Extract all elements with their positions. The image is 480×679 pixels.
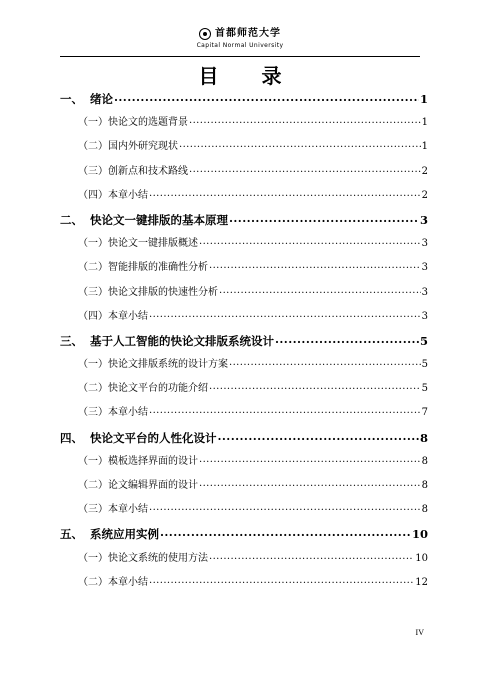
toc-entry-page: 2 (421, 165, 428, 177)
toc-dot-leader (199, 230, 421, 254)
toc-entry-title: 快论文的选题背景 (108, 117, 188, 129)
toc-entry-title: 系统应用实例 (90, 527, 159, 542)
toc-entry-number: （一） (78, 455, 108, 467)
toc-entry-title: 本章小结 (108, 189, 148, 201)
toc-dot-leader (218, 424, 419, 448)
toc-entry-title: 智能排版的准确性分析 (108, 262, 208, 274)
toc-entry-title: 本章小结 (108, 407, 148, 419)
toc-section-entry[interactable] (60, 474, 428, 498)
toc-entry-title: 论文编辑界面的设计 (108, 480, 198, 491)
toc-section-entry[interactable] (60, 281, 428, 305)
toc-entry-page: 3 (421, 310, 428, 322)
toc-dot-leader (149, 303, 421, 327)
toc-entry-page: 8 (421, 504, 428, 516)
toc-section-entry[interactable] (60, 571, 428, 595)
toc-chapter-entry[interactable] (60, 208, 428, 232)
header-divider (60, 56, 420, 57)
toc-entry-title: 国内外研究现状 (108, 141, 178, 153)
toc-chapter-entry[interactable] (60, 522, 428, 546)
toc-entry-number: （三） (78, 407, 108, 419)
toc-dot-leader (160, 520, 411, 544)
toc-section-entry[interactable] (60, 401, 428, 425)
toc-entry-page: 10 (411, 527, 428, 542)
toc-entry-page: 1 (421, 141, 428, 153)
toc-entry-page: 3 (421, 286, 428, 298)
toc-entry-title: 快论文一键排版概述 (108, 238, 198, 250)
toc-entry-title: 快论文排版的快速性分析 (108, 286, 218, 298)
toc-dot-leader (149, 569, 414, 593)
toc-entry-title: 快论文系统的使用方法 (108, 552, 208, 564)
toc-entry-page: 3 (421, 238, 428, 250)
toc-section-entry[interactable] (60, 160, 428, 184)
toc-section-entry[interactable] (60, 256, 428, 280)
toc-entry-number: （三） (78, 165, 108, 177)
page-title: 目 录 (198, 64, 300, 88)
toc-dot-leader (149, 399, 421, 423)
university-name-cn: 首都师范大学 (215, 28, 281, 39)
toc-entry-number: （一） (78, 117, 108, 129)
toc-entry-number: （二） (78, 576, 108, 588)
toc-dot-leader (189, 109, 421, 133)
table-of-contents (60, 87, 428, 595)
toc-entry-number: 一、 (60, 92, 83, 106)
page-header (60, 26, 420, 56)
toc-section-entry[interactable] (60, 353, 428, 377)
toc-entry-title: 本章小结 (108, 310, 148, 322)
toc-entry-number: （一） (78, 359, 108, 371)
toc-entry-title: 快论文平台的功能介绍 (108, 383, 208, 395)
toc-entry-title: 本章小结 (108, 504, 148, 516)
toc-entry-number: （二） (78, 383, 108, 395)
toc-entry-page: 8 (421, 455, 428, 467)
toc-section-entry[interactable] (60, 184, 428, 208)
toc-entry-number: 三、 (60, 333, 83, 348)
toc-entry-number: 四、 (60, 430, 83, 445)
toc-entry-number: 二、 (60, 212, 83, 227)
toc-entry-page: 3 (419, 212, 428, 227)
toc-entry-page: 5 (421, 383, 428, 395)
toc-dot-leader (189, 158, 421, 182)
toc-entry-title: 快论文平台的人性化设计 (90, 430, 217, 445)
toc-entry-page: 3 (421, 262, 428, 274)
toc-section-entry[interactable] (60, 377, 428, 401)
toc-dot-leader (275, 327, 419, 351)
toc-chapter-entry[interactable] (60, 329, 428, 353)
toc-chapter-entry[interactable] (60, 87, 428, 111)
toc-dot-leader (219, 279, 421, 303)
toc-entry-title: 快论文一键排版的基本原理 (90, 212, 228, 227)
toc-dot-leader (229, 351, 421, 375)
toc-section-entry[interactable] (60, 135, 428, 159)
toc-entry-number: （一） (78, 552, 108, 564)
toc-section-entry[interactable] (60, 450, 428, 474)
toc-dot-leader (209, 545, 414, 569)
toc-dot-leader (199, 448, 421, 472)
page-number: IV (415, 628, 424, 637)
toc-dot-leader (229, 206, 419, 230)
toc-entry-page: 12 (415, 576, 428, 588)
toc-entry-page: 8 (419, 430, 428, 445)
toc-entry-title: 绪论 (90, 92, 113, 106)
toc-entry-page: 2 (421, 189, 428, 201)
toc-chapter-entry[interactable] (60, 426, 428, 450)
toc-entry-page: 5 (421, 359, 428, 371)
toc-entry-title: 基于人工智能的快论文排版系统设计 (90, 333, 274, 348)
toc-dot-leader (209, 375, 421, 399)
toc-entry-page: 7 (421, 407, 428, 419)
toc-entry-number: （四） (78, 310, 108, 322)
university-seal-icon (199, 28, 211, 40)
toc-dot-leader (179, 133, 421, 157)
toc-entry-number: （二） (78, 141, 108, 153)
university-name-en: Capital Normal University (196, 42, 284, 49)
toc-entry-title: 模板选择界面的设计 (108, 455, 198, 467)
toc-entry-number: （一） (78, 238, 108, 250)
toc-entry-number: （四） (78, 189, 108, 201)
toc-section-entry[interactable] (60, 498, 428, 522)
toc-section-entry[interactable] (60, 547, 428, 571)
toc-entry-page: 1 (419, 92, 428, 106)
toc-entry-number: （三） (78, 286, 108, 298)
toc-dot-leader (149, 182, 421, 206)
toc-entry-number: （二） (78, 262, 108, 274)
toc-section-entry[interactable] (60, 305, 428, 329)
toc-entry-number: 五、 (60, 527, 83, 542)
toc-dot-leader (114, 85, 419, 109)
toc-dot-leader (199, 472, 421, 496)
toc-entry-title: 快论文排版系统的设计方案 (108, 359, 228, 371)
toc-entry-page: 1 (421, 117, 428, 129)
toc-entry-page: 5 (419, 333, 428, 348)
toc-entry-number: （二） (78, 480, 108, 491)
toc-entry-page: 8 (421, 480, 428, 491)
toc-entry-title: 本章小结 (108, 576, 148, 588)
toc-section-entry[interactable] (60, 111, 428, 135)
toc-entry-title: 创新点和技术路线 (108, 165, 188, 177)
toc-section-entry[interactable] (60, 232, 428, 256)
toc-dot-leader (149, 496, 421, 520)
toc-entry-number: （三） (78, 504, 108, 516)
university-logo (60, 26, 420, 42)
toc-entry-page: 10 (415, 552, 428, 564)
toc-dot-leader (209, 254, 421, 278)
